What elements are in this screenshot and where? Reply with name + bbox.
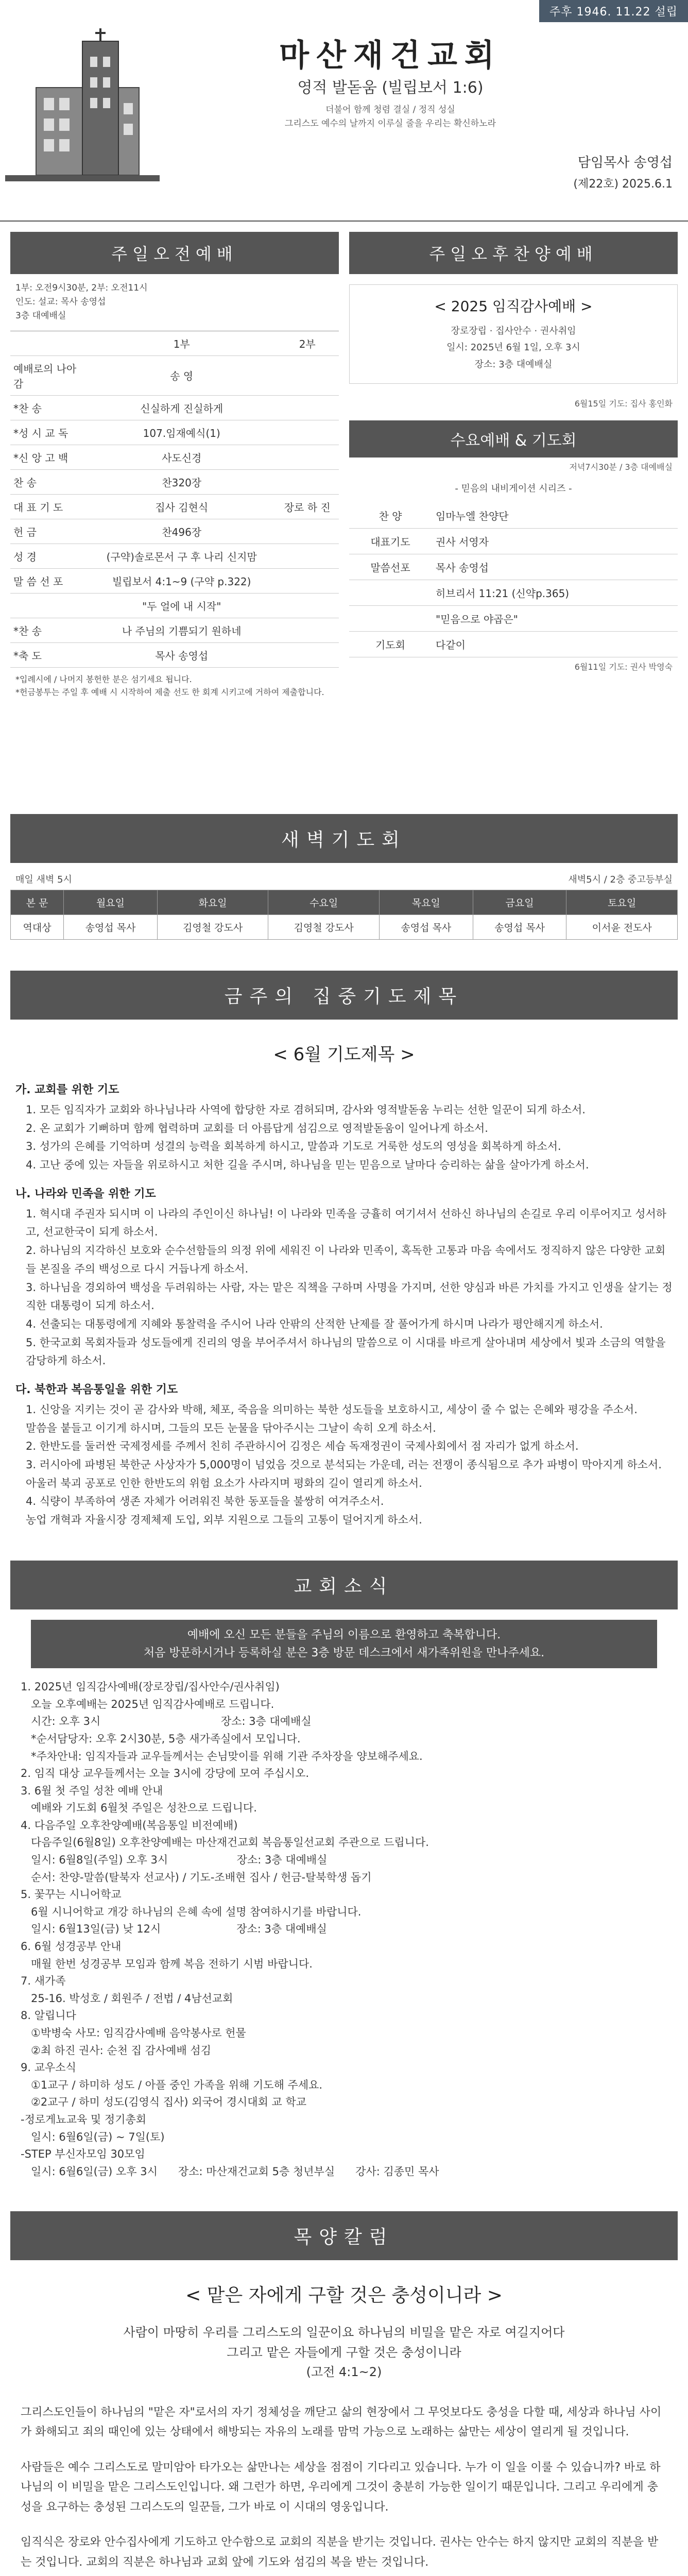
scripture-reference: (고전 4:1~2) <box>306 2365 382 2380</box>
news-item: ①1교구 / 하미하 성도 / 아플 중인 가족을 위해 기도해 주세요. <box>21 2078 323 2091</box>
news-item: 3. 6월 첫 주일 성찬 예배 안내 <box>21 1784 163 1797</box>
scripture-quote <box>31 2323 657 2382</box>
dawn-prayer-table <box>10 890 678 940</box>
dawn-header-cell: 수요일 <box>268 890 380 915</box>
worship-footnote <box>10 668 339 704</box>
footnote-line: *입례시에 / 나머지 봉헌한 분은 섬기세요 됩니다. <box>15 674 192 684</box>
dawn-prayer-place: 새벽5시 / 2층 중고등부실 <box>568 874 673 885</box>
prayer-item: 아울러 북괴 공포로 인한 한반도의 위험 요소가 사라지며 평화의 길이 열리게 하소서. <box>26 1477 422 1489</box>
sermon-title: < 맡은 자에게 구할 것은 충성이니라 > <box>185 2285 503 2307</box>
worship-order-cell: 성 경 <box>10 544 88 568</box>
news-item: 5. 꽃꾸는 시니어학교 <box>21 1888 122 1901</box>
worship-order-cell: 송 영 <box>88 355 276 395</box>
church-name: 마산재건교회 <box>279 38 502 74</box>
worship-order-row <box>10 355 339 395</box>
prayer-section-heading: 나. 나라와 민족을 위한 기도 <box>15 1187 156 1200</box>
ordination-roles: 장로장립 · 집사안수 · 권사취임 <box>451 326 576 336</box>
prayer-item: 4. 고난 중에 있는 자들을 위로하시고 처한 길을 주시며, 하나님을 믿는 믿음으로 날마다 승리하는 삶을 살아가게 하소서. <box>26 1159 589 1172</box>
wednesday-order-row <box>349 528 678 554</box>
news-item: 다음주일(6월8일) 오후찬양예배는 마산재건교회 복음통일선교회 주관으로 드립니다. <box>21 1836 429 1849</box>
footnote-line: *헌금봉투는 주일 후 예배 시 시작하여 제출 선도 한 회계 시키고에 거하여 제출합니다. <box>15 687 324 698</box>
dawn-header-cell: 월요일 <box>64 890 158 915</box>
prayer-item: 2. 한반도를 둘러싼 국제정세를 주께서 친히 주관하시어 김정은 세습 독재정권이 국제사회에서 점 자리가 없게 하소서. <box>26 1440 579 1453</box>
church-description <box>0 103 688 131</box>
founded-badge: 주후 1946. 11.22 설립 <box>539 0 688 22</box>
welcome-line: 처음 방문하시거나 등록하실 분은 3층 방문 데스크에서 새가족위원을 만나주세요. <box>143 1646 545 1659</box>
worship-order-cell <box>276 618 339 642</box>
worship-order-cell: 장로 하 진 <box>276 494 339 519</box>
worship-order-table <box>10 331 339 668</box>
news-item: 예배와 기도회 6월첫 주일은 성찬으로 드립니다. <box>21 1802 257 1815</box>
worship-order-cell: 헌 금 <box>10 519 88 544</box>
prayer-item: 3. 하나님을 경외하여 백성을 두려워하는 사람, 자는 맡은 직책을 구하며 사명을 가지며, 선한 양심과 바른 가치를 가지고 인생을 살기는 정직한 대통령이 되게 하소서. <box>26 1281 673 1312</box>
table-header-row <box>10 331 339 355</box>
dawn-prayer-daily: 매일 새벽 5시 <box>15 874 72 885</box>
wednesday-order-cell: 대표기도 <box>349 528 432 554</box>
wednesday-order-table <box>349 503 678 657</box>
news-item: ②최 하진 권사: 순천 집 감사예배 섬김 <box>21 2044 211 2057</box>
news-item: 7. 새가족 <box>21 1975 66 1988</box>
worship-order-cell: 대 표 기 도 <box>10 494 88 519</box>
news-item: 6월 시니어학교 개강 하나님의 은혜 속에 설명 참여하시기를 바랍니다. <box>21 1905 362 1918</box>
dawn-cell: 송영섭 목사 <box>64 915 158 940</box>
prayer-item: 3. 러시아에 파병된 북한군 사상자가 5,000명이 넘었음 것으로 분석되는 가운데, 러는 전쟁이 종식됨으로 추가 파병이 막아지게 하소서. <box>26 1459 662 1471</box>
prayer-item: 농업 개혁과 자율시장 경제체제 도입, 외부 지원으로 그들의 고통이 덜어지게 하소서. <box>26 1514 422 1527</box>
worship-order-row <box>10 519 339 544</box>
dawn-header-cell: 본 문 <box>11 890 64 915</box>
header-cell: 2부 <box>276 331 339 355</box>
dawn-header-cell: 화요일 <box>157 890 268 915</box>
worship-order-cell <box>276 519 339 544</box>
worship-order-cell: 예배로의 나아감 <box>10 355 88 395</box>
news-item: 순서: 찬양-말씀(탈북자 선교사) / 기도-조배현 집사 / 헌금-탈북학생 돕기 <box>21 1871 372 1884</box>
bulletin-header <box>0 0 688 222</box>
worship-order-cell: 나 주님의 기쁨되기 원하네 <box>88 618 276 642</box>
worship-order-row <box>10 445 339 469</box>
worship-time: 1부: 오전9시30분, 2부: 오전11시 <box>15 283 148 293</box>
pastoral-column-title: 목양칼럼 <box>10 2211 678 2260</box>
worship-order-row <box>10 568 339 593</box>
dawn-cell: 김영철 강도사 <box>268 915 380 940</box>
news-item: 9. 교우소식 <box>21 2061 76 2074</box>
news-item: ②2교구 / 하미 성도(김영식 집사) 외국어 경시대회 교 학교 <box>21 2096 307 2109</box>
description-line: 더불어 함께 청렴 결실 / 정직 성실 <box>325 105 455 115</box>
afternoon-next-note: 6월15일 기도: 집사 홍인화 <box>574 399 673 409</box>
prayer-month-title: < 6월 기도제목 > <box>273 1044 415 1065</box>
worship-order-cell: *찬 송 <box>10 395 88 420</box>
dawn-cell: 송영섭 목사 <box>379 915 473 940</box>
worship-order-cell: 찬 송 <box>10 469 88 494</box>
prayer-item: 2. 하나님의 지각하신 보호와 순수선함들의 의정 위에 세워진 이 나라와 민족이, 혹독한 고통과 마음 속에서도 정직하지 않은 다양한 교회들 본질을 주의 백성으로 다시 거듭나게 하소서. <box>26 1244 666 1275</box>
wednesday-order-cell: 임마누엘 찬양단 <box>432 503 678 529</box>
wednesday-next-note: 6월11일 기도: 권사 박영숙 <box>574 662 673 672</box>
worship-order-cell: *신 앙 고 백 <box>10 445 88 469</box>
worship-order-row <box>10 593 339 618</box>
prayer-item: 4. 선출되는 대통령에게 지혜와 통찰력을 주시어 나라 안팎의 산적한 난제를 잘 풀어가게 하시며 나라가 평안해지게 하소서. <box>26 1317 603 1330</box>
pastor-name: 담임목사 송영섭 <box>577 155 673 171</box>
worship-order-cell <box>276 395 339 420</box>
wednesday-worship-title: 수요예배 & 기도회 <box>349 420 678 457</box>
morning-worship-column <box>10 232 339 814</box>
welcome-line: 예배에 오신 모든 분들을 주님의 이름으로 환영하고 축복합니다. <box>187 1628 501 1641</box>
sermon-body <box>0 2403 688 2576</box>
sermon-paragraph: 임직식은 장로와 안수집사에게 기도하고 안수함으로 교회의 직분을 받기는 것입니다. 권사는 안수는 하지 않지만 교회의 직분을 받는 것입니다. 교회의 직분은 하나님과 교회 앞에 기도와 섬김의 복을 받는 것입니다. <box>21 2536 659 2569</box>
dawn-cell: 김영철 강도사 <box>157 915 268 940</box>
morning-worship-title: 주일오전예배 <box>10 232 339 274</box>
news-item: -정로게뇨교육 및 정기총회 <box>21 2113 147 2126</box>
ordination-place: 장소: 3층 대예배실 <box>474 359 553 370</box>
ordination-date: 일시: 2025년 6월 1일, 오후 3시 <box>446 342 580 353</box>
wednesday-time: 저녁7시30분 / 3층 대예배실 <box>569 462 673 472</box>
worship-order-cell: 찬320장 <box>88 469 276 494</box>
news-item: 4. 다음주일 오후찬양예배(복음통일 비전예배) <box>21 1819 238 1832</box>
worship-order-cell: 사도신경 <box>88 445 276 469</box>
news-item: 일시: 6월13일(금) 낮 12시 장소: 3층 대예배실 <box>21 1923 327 1936</box>
news-item: ①박병숙 사모: 임직감사예배 음악봉사로 헌물 <box>21 2027 246 2039</box>
news-item: *주차안내: 임직자들과 교우들께서는 손님맞이를 위해 기관 주차장을 양보해주세요. <box>21 1750 423 1762</box>
description-line: 그리스도 예수의 날까지 이루실 줄을 우리는 확신하노라 <box>284 118 496 129</box>
worship-order-cell <box>276 593 339 618</box>
worship-section <box>0 222 688 814</box>
worship-order-row <box>10 420 339 445</box>
worship-order-cell <box>10 593 88 618</box>
news-item: 시간: 오후 3시 장소: 3층 대예배실 <box>21 1715 312 1728</box>
worship-order-cell <box>276 445 339 469</box>
news-item: -STEP 부신자모임 30모임 <box>21 2148 145 2161</box>
worship-order-cell <box>276 642 339 667</box>
news-item: 일시: 6월6일(금) ~ 7일(토) <box>21 2130 165 2143</box>
wednesday-series: - 믿음의 내비게이션 시리즈 - <box>455 483 572 495</box>
worship-order-cell: 빌립보서 4:1~9 (구약 p.322) <box>88 568 276 593</box>
wednesday-order-rows <box>349 503 678 657</box>
wednesday-order-cell: 목사 송영섭 <box>432 554 678 580</box>
prayer-item: 2. 온 교회가 기뻐하며 함께 협력하며 교회를 더 아름답게 섬김으로 영적발돋움이 일어나게 하소서. <box>26 1122 488 1134</box>
afternoon-worship-column <box>349 232 678 814</box>
prayer-item: 1. 신앙을 지키는 것이 곧 감사와 박해, 체포, 죽음을 의미하는 북한 성도들을 보호하시고, 세상이 줄 수 없는 은혜와 평강을 주소서. <box>26 1403 638 1416</box>
church-motto: 영적 발돋움 (빌립보서 1:6) <box>297 79 484 97</box>
wednesday-order-cell: 권사 서영자 <box>432 528 678 554</box>
prayer-item: 1. 혁시대 주권자 되시며 이 나라의 주인이신 하나님! 이 나라와 민족을 긍휼히 여기셔서 선하신 하나님의 손길로 우리 이루어지고 성서하고, 선교한국이 되게 하소서. <box>26 1207 667 1239</box>
news-item: 오늘 오후예배는 2025년 임직감사예배로 드립니다. <box>21 1698 274 1710</box>
ordination-service-box <box>349 284 678 384</box>
worship-order-rows <box>10 355 339 667</box>
worship-order-row <box>10 469 339 494</box>
worship-order-row <box>10 642 339 667</box>
news-item: 일시: 6월8일(주일) 오후 3시 장소: 3층 대예배실 <box>21 1854 328 1867</box>
afternoon-worship-title: 주일오후찬양예배 <box>349 232 678 274</box>
wednesday-order-cell: 말씀선포 <box>349 554 432 580</box>
news-item: 2. 임직 대상 교우들께서는 오늘 3시에 강당에 모여 주십시오. <box>21 1767 309 1780</box>
news-item: 25-16. 박성호 / 회원주 / 전법 / 4남선교회 <box>21 1992 233 2005</box>
news-item: 매월 한번 성경공부 모임과 함께 복음 전하기 시범 바랍니다. <box>21 1957 313 1970</box>
worship-order-cell: 목사 송영섭 <box>88 642 276 667</box>
worship-order-cell: 집사 김현식 <box>88 494 276 519</box>
prayer-item: 5. 한국교회 목회자들과 성도들에게 진리의 영을 부어주셔서 하나님의 말씀으로 이 시대를 바르게 살아내며 세상에서 빛과 소금의 역할을 감당하게 하소서. <box>26 1336 666 1367</box>
worship-leader: 인도: 설교: 목사 송영섭 <box>15 297 106 308</box>
news-welcome <box>31 1620 657 1668</box>
dawn-cell: 역대상 <box>11 915 64 940</box>
header-cell <box>10 331 88 355</box>
sermon-paragraph: 사람들은 예수 그리스도로 말미암아 타가오는 삶만나는 세상을 점점이 기다리고 있습니다. 누가 이 일을 이룰 수 있습니까? 바로 하나님의 이 비밀을 맡은 그리스도인입니다. 왜 그런가 하면, 우리에게 그것이 충분히 가능한 일이기 때문입니다. 그리고 우리에게 충성을 요구하는 충성된 그리스도의 일꾼들, 그가 바로 이 시대의 영웅입니다. <box>21 2461 661 2514</box>
ordination-title: < 2025 임직감사예배 > <box>434 298 593 315</box>
news-item: 6. 6월 성경공부 안내 <box>21 1940 122 1953</box>
worship-order-row <box>10 544 339 568</box>
scripture-line: 사람이 마땅히 우리를 그리스도의 일꾼이요 하나님의 비밀을 맡은 자로 여길지어다 <box>123 2325 565 2340</box>
dawn-prayer-title: 새벽기도회 <box>10 814 678 863</box>
wednesday-order-cell <box>349 580 432 605</box>
worship-order-row <box>10 618 339 642</box>
worship-note <box>10 274 339 331</box>
worship-order-cell <box>276 420 339 445</box>
prayer-topics <box>0 1081 688 1530</box>
worship-order-cell: *축 도 <box>10 642 88 667</box>
news-item: 1. 2025년 임직감사예배(장로장립/집사안수/권사취임) <box>21 1681 280 1693</box>
worship-order-row <box>10 395 339 420</box>
prayer-item: 3. 성가의 은혜를 기억하며 성결의 능력을 회복하게 하시고, 말씀과 기도로 거룩한 성도의 영성을 회복하게 하소서. <box>26 1140 561 1153</box>
church-news-title: 교회소식 <box>10 1561 678 1609</box>
wednesday-order-cell: "믿음으로 야곱은" <box>432 605 678 631</box>
wednesday-order-row <box>349 580 678 605</box>
worship-order-cell <box>276 355 339 395</box>
prayer-item: 1. 모든 임직자가 교회와 하나님나라 사역에 합당한 자로 겸허되며, 감사와 영적발돋움 누리는 선한 일꾼이 되게 하소서. <box>26 1104 586 1116</box>
worship-order-cell: 찬496장 <box>88 519 276 544</box>
dawn-data-row <box>11 915 678 940</box>
prayer-item: 4. 식량이 부족하여 생존 자체가 어려워진 북한 동포들을 불쌍히 여겨주소서. <box>26 1495 384 1508</box>
prayer-section-heading: 다. 북한과 복음통일을 위한 기도 <box>15 1383 178 1396</box>
prayer-topics-title: 금주의 집중기도제목 <box>10 971 678 1020</box>
news-item: *순서담당자: 오후 2시30분, 5층 새가족실에서 모입니다. <box>21 1732 301 1745</box>
wednesday-order-row <box>349 631 678 657</box>
dawn-header-cell: 토요일 <box>566 890 678 915</box>
worship-order-cell: 107.임재예식(1) <box>88 420 276 445</box>
news-item: 일시: 6월6일(금) 오후 3시 장소: 마산재건교회 5층 청년부실 강사: 김종민 목사 <box>21 2165 439 2178</box>
worship-place: 3층 대예배실 <box>15 311 66 321</box>
worship-order-cell: "두 얼에 내 시작" <box>88 593 276 618</box>
wednesday-order-row <box>349 503 678 529</box>
news-item: 8. 알립니다 <box>21 2009 76 2022</box>
dawn-cell: 송영섭 목사 <box>473 915 566 940</box>
worship-order-row <box>10 494 339 519</box>
wednesday-order-cell: 다같이 <box>432 631 678 657</box>
dawn-prayer-info <box>0 863 688 890</box>
worship-order-cell <box>276 544 339 568</box>
worship-order-cell <box>276 568 339 593</box>
issue-number: (제22호) 2025.6.1 <box>573 178 673 191</box>
scripture-line: 그리고 맡은 자들에게 구할 것은 충성이니라 <box>227 2345 461 2360</box>
prayer-section-heading: 가. 교회를 위한 기도 <box>15 1083 119 1096</box>
wednesday-order-cell: 히브리서 11:21 (신약p.365) <box>432 580 678 605</box>
worship-order-cell: 신실하게 진실하게 <box>88 395 276 420</box>
worship-order-cell: (구약)솔로몬서 구 후 나리 신지맘 <box>88 544 276 568</box>
header-cell: 1부 <box>88 331 276 355</box>
wednesday-order-cell <box>349 605 432 631</box>
dawn-header-cell: 금요일 <box>473 890 566 915</box>
wednesday-order-row <box>349 605 678 631</box>
wednesday-order-cell: 찬 양 <box>349 503 432 529</box>
dawn-header-row <box>11 890 678 915</box>
worship-order-cell: *찬 송 <box>10 618 88 642</box>
news-list <box>0 1679 688 2180</box>
wednesday-order-cell: 기도회 <box>349 631 432 657</box>
prayer-item: 말씀을 붙들고 이기게 하시며, 그들의 모든 눈물을 닦아주시는 그날이 속히 오게 하소서. <box>26 1421 436 1434</box>
worship-order-cell <box>276 469 339 494</box>
worship-order-cell: *성 시 교 독 <box>10 420 88 445</box>
sermon-paragraph: 그리스도인들이 하나님의 "맡은 자"로서의 자기 정체성을 깨닫고 삶의 현장에서 그 무엇보다도 충성을 다할 때, 세상과 하나님 사이가 화해되고 죄의 때인에 있는 상태에서 해방되는 자유의 노래를 맘먹 가능으로 노래하는 삶만는 세상이 열리게 될 것입니다. <box>21 2405 662 2439</box>
dawn-header-cell: 목요일 <box>379 890 473 915</box>
dawn-cell: 이서윤 전도사 <box>566 915 678 940</box>
worship-order-cell: 말 씀 선 포 <box>10 568 88 593</box>
wednesday-order-row <box>349 554 678 580</box>
